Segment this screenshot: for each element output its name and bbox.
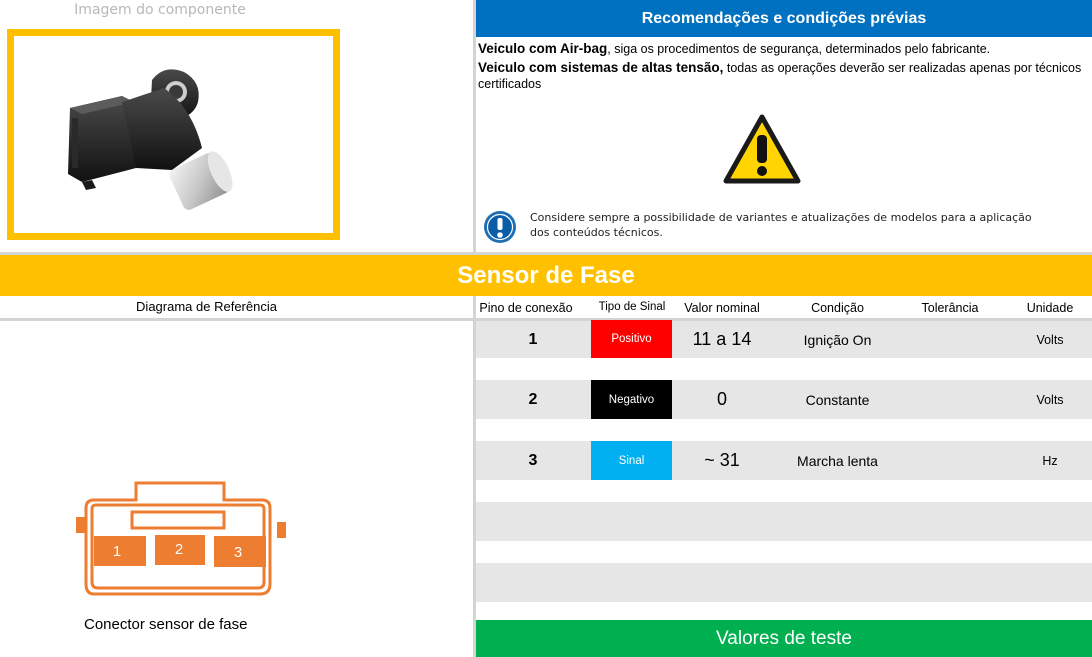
phase-sensor-photo — [52, 58, 252, 218]
connector-pin-2-label: 2 — [174, 541, 184, 558]
column-header-tolerance: Tolerância — [921, 301, 979, 315]
row3-nominal: ~ 31 — [704, 450, 740, 470]
row3-condition: Marcha lenta — [797, 452, 878, 469]
connector-pin-3-label: 3 — [233, 544, 243, 561]
airbag-warning-text — [478, 41, 1088, 57]
high-voltage-warning-bold: Veiculo com sistemas de altas tensão, — [478, 60, 724, 75]
info-icon — [483, 210, 517, 244]
page-title: Sensor de Fase — [0, 255, 1092, 296]
row3-signal-badge: Sinal — [591, 441, 672, 480]
high-voltage-warning-text — [478, 60, 1088, 92]
column-header-condition: Condição — [811, 301, 864, 315]
row1-nominal: 11 a 14 — [692, 329, 752, 349]
component-image-caption: Imagem do componente — [74, 2, 246, 18]
info-note: Considere sempre a possibilidade de variantes e atualizações de modelos para a aplicação dos conteúdos técnicos. — [530, 211, 1032, 239]
warning-icon — [722, 113, 802, 187]
airbag-warning-bold: Veiculo com Air-bag — [478, 41, 608, 56]
reference-diagram-header: Diagrama de Referência — [136, 299, 277, 314]
row2-pin: 2 — [528, 390, 538, 408]
high-voltage-warning-rest: todas as operações deverão ser realizadas apenas por técnicos certificados — [478, 61, 1082, 91]
column-header-signal: Tipo de Sinal — [598, 301, 666, 313]
connector-caption: Conector sensor de fase — [84, 616, 248, 633]
table-row-bg-empty — [476, 502, 1092, 541]
table-row-bg-empty — [476, 563, 1092, 602]
test-values-banner: Valores de teste — [476, 620, 1092, 657]
component-image-frame — [7, 29, 340, 240]
connector-pin-1-label: 1 — [112, 543, 122, 560]
row1-signal-badge: Positivo — [591, 320, 672, 358]
row2-condition: Constante — [805, 391, 870, 408]
row1-pin: 1 — [528, 330, 538, 348]
row2-nominal: 0 — [716, 389, 727, 409]
column-header-nominal: Valor nominal — [684, 301, 760, 315]
row1-condition: Ignição On — [803, 331, 872, 348]
row1-unit: Volts — [1036, 332, 1064, 347]
row2-signal-badge: Negativo — [591, 380, 672, 419]
row3-pin: 3 — [528, 451, 538, 469]
row2-unit: Volts — [1036, 392, 1064, 407]
column-header-unit: Unidade — [1026, 301, 1074, 315]
recommendations-header: Recomendações e condições prévias — [476, 0, 1092, 37]
row3-unit: Hz — [1042, 453, 1058, 468]
connector-diagram — [74, 480, 288, 600]
airbag-warning-rest: , siga os procedimentos de segurança, determinados pelo fabricante. — [607, 42, 991, 56]
column-header-pin: Pino de conexão — [479, 301, 573, 315]
